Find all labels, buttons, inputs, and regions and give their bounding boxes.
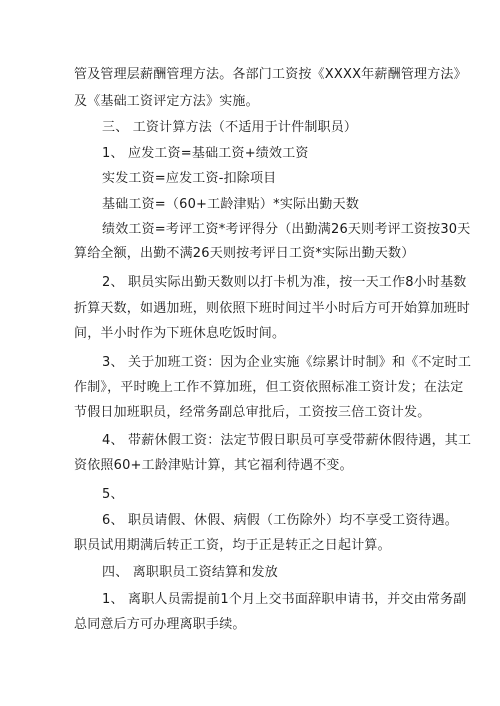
text-line: 算给全额，出勤不满26天则按考评日工资*实际出勤天数） [74, 246, 415, 261]
text-line: 间，半小时作为下班休息吃饭时间。 [74, 326, 286, 341]
text-line: 1、 离职人员需提前1个月上交书面辞职申请书，并交由常务副 [102, 592, 467, 607]
text-line: 2、 职员实际出勤天数则以打卡机为准，按一天工作8小时基数 [102, 275, 467, 290]
text-line: 1、 应发工资=基础工资+绩效工资 [102, 146, 309, 161]
text-line: 3、 关于加班工资：因为企业实施《综累计时制》和《不定时工 [102, 355, 472, 370]
text-line: 作制》，平时晚上工作不算加班，但工资依照标准工资计发；在法定 [74, 380, 464, 395]
text-line: 节假日加班职员，经常务副总审批后，工资按三倍工资计发。 [74, 405, 431, 420]
text-line: 职员试用期满后转正工资，均于正是转正之日起计算。 [74, 538, 391, 553]
text-line: 总同意后方可办理离职手续。 [74, 617, 246, 632]
text-line: 4、 带薪休假工资：法定节假日职员可享受带薪休假待遇，其工 [102, 433, 472, 448]
text-line: 绩效工资=考评工资*考评得分（出勤满26天则考评工资按30天 [102, 222, 471, 237]
text-line: 实发工资=应发工资-扣除项目 [102, 171, 277, 186]
section-heading: 三、 工资计算方法（不适用于计件制职员） [102, 120, 358, 135]
section-heading: 四、 离职职员工资结算和发放 [102, 565, 278, 580]
text-line: 基础工资=（60+工龄津贴）*实际出勤天数 [102, 197, 360, 212]
text-line: 6、 职员请假、休假、病假（工伤除外）均不享受工资待遇。 [102, 513, 459, 528]
text-line: 5、 [102, 487, 124, 502]
text-line: 折算天数，如遇加班，则依照下班时间过半小时后方可开始算加班时 [74, 301, 471, 316]
text-line: 资依照60+工龄津贴计算，其它福利待遇不变。 [74, 458, 353, 473]
text-line: 及《基础工资评定方法》实施。 [74, 94, 259, 109]
text-line: 管及管理层薪酬管理方法。各部门工资按《XXXX年薪酬管理方法》 [74, 67, 467, 82]
